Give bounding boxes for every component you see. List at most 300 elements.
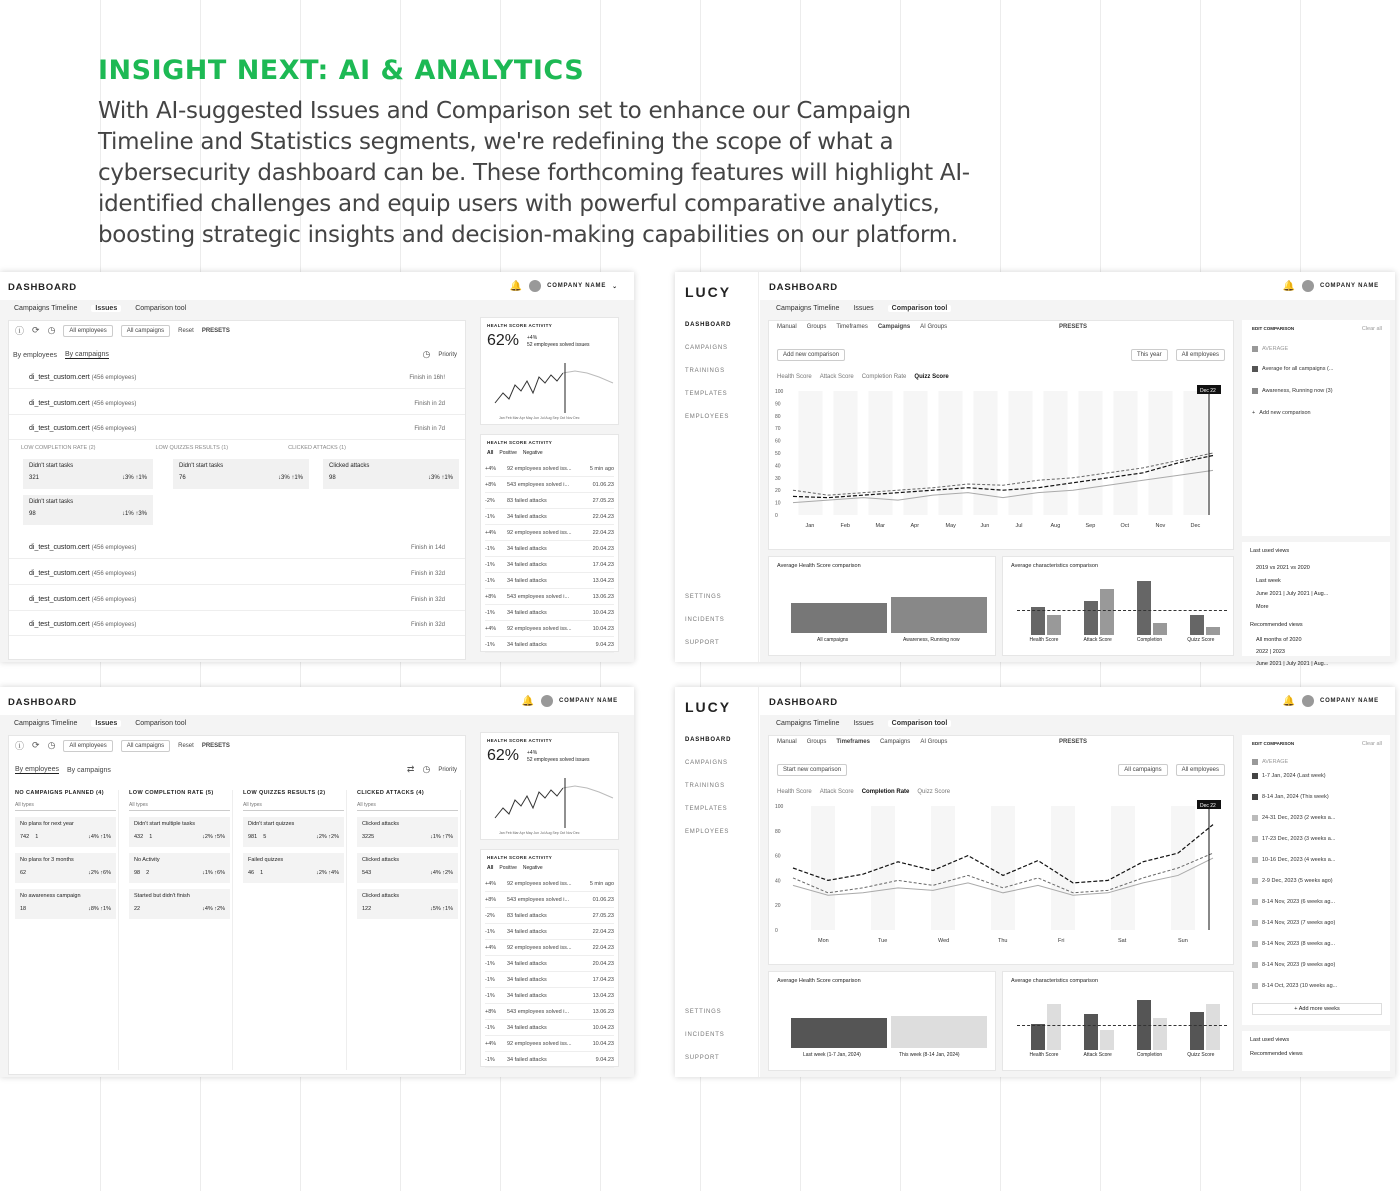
nav-item[interactable]: TEMPLATES bbox=[685, 806, 728, 812]
activity-cell: -1% bbox=[485, 609, 495, 616]
employees-select[interactable]: All employees bbox=[1176, 349, 1225, 361]
subtab-groups[interactable]: Groups bbox=[806, 739, 827, 745]
avatar[interactable] bbox=[529, 280, 541, 292]
clear-all-button[interactable]: Clear all bbox=[1361, 741, 1382, 747]
tab-comparison[interactable]: Comparison tool bbox=[888, 305, 952, 312]
activity-cell: 92 employees solved iss... bbox=[507, 465, 572, 472]
week-item[interactable] bbox=[1252, 895, 1382, 909]
company-name[interactable]: COMPANY NAME bbox=[547, 283, 607, 289]
chip-attack[interactable]: Attack Score bbox=[819, 374, 854, 380]
add-new-comparison[interactable]: Add new comparison bbox=[1259, 410, 1311, 416]
card-delta: ↓2% ↑5% bbox=[202, 834, 225, 840]
x-tick: Feb bbox=[840, 523, 850, 529]
char-title: Average characteristics comparison bbox=[1011, 563, 1099, 569]
char-bar bbox=[1100, 589, 1114, 635]
presets-button[interactable]: PRESETS bbox=[1059, 739, 1088, 745]
issue-card[interactable] bbox=[357, 817, 458, 847]
activity-row[interactable] bbox=[485, 956, 614, 972]
cert-label[interactable]: di_test_custom.cert bbox=[29, 596, 90, 603]
bell-icon[interactable]: 🔔 bbox=[521, 695, 535, 707]
activity-row[interactable] bbox=[485, 621, 614, 637]
issues-icon[interactable]: ⓘ bbox=[15, 326, 25, 336]
tab-issues[interactable]: Issues bbox=[91, 720, 121, 727]
nav-item[interactable]: SUPPORT bbox=[685, 640, 720, 646]
avatar[interactable] bbox=[541, 695, 553, 707]
activity-cell: -1% bbox=[485, 992, 495, 999]
page-title: DASHBOARD bbox=[8, 697, 77, 708]
views-panel bbox=[1242, 542, 1390, 667]
average-line bbox=[1017, 1025, 1227, 1026]
finish-label: Finish in 2d bbox=[414, 400, 445, 407]
column-band bbox=[939, 391, 963, 515]
x-tick: Wed bbox=[938, 938, 950, 944]
issue-card[interactable] bbox=[15, 817, 116, 847]
nav-item[interactable]: TRAININGS bbox=[685, 368, 725, 374]
activity-cell: 13.06.23 bbox=[592, 593, 614, 600]
group-label: CLICKED ATTACKS (1) bbox=[288, 445, 346, 451]
activity-row[interactable] bbox=[485, 557, 614, 573]
intro-paragraph: With AI-suggested Issues and Comparison set to enhance our Campaign Timeline and Statistics segments, we're redefining the scope of what a cybersecurity dashboard can be. These forthcoming features will highlight AI-identified challenges and equip users with powerful comparative analytics, boosting strategic insights and decision-making capabilities on our platform. bbox=[98, 98, 970, 248]
week-label: 8-14 Nov, 2023 (6 weeks ag... bbox=[1262, 899, 1335, 905]
group-label: LOW COMPLETION RATE (2) bbox=[21, 445, 96, 451]
average-item[interactable]: AVERAGE bbox=[1262, 759, 1289, 765]
activity-cell: -1% bbox=[485, 976, 495, 983]
char-label: Health Score bbox=[1029, 637, 1059, 643]
week-label: 8-14 Jan, 2024 (This week) bbox=[1262, 794, 1329, 800]
activity-cell: 92 employees solved iss... bbox=[507, 880, 572, 887]
subtab-manual[interactable]: Manual bbox=[777, 324, 797, 330]
avatar[interactable] bbox=[1302, 695, 1314, 707]
tab-by-employees[interactable]: By employees bbox=[13, 351, 57, 359]
clock-icon[interactable]: ◷ bbox=[422, 764, 431, 774]
average-item[interactable]: AVERAGE bbox=[1262, 346, 1289, 352]
x-tick: Thu bbox=[998, 938, 1008, 944]
cert-label[interactable]: di_test_custom.cert bbox=[29, 400, 90, 407]
chevron-down-icon[interactable]: ⌄ bbox=[612, 283, 618, 290]
activity-title: HEALTH SCORE ACTIVITY bbox=[487, 440, 553, 445]
subtab-groups[interactable]: Groups bbox=[806, 324, 827, 330]
tab-by-employees[interactable]: By employees bbox=[15, 766, 59, 773]
issue-column bbox=[127, 790, 233, 1070]
char-label: Health Score bbox=[1029, 1052, 1059, 1058]
avatar[interactable] bbox=[1302, 280, 1314, 292]
activity-cell: 34 failed attacks bbox=[507, 561, 547, 568]
bar-label: Awareness, Running now bbox=[903, 637, 960, 643]
presets-button[interactable]: PRESETS bbox=[201, 327, 230, 334]
activity-row[interactable] bbox=[485, 493, 614, 509]
x-tick: Jun bbox=[980, 523, 990, 529]
activity-cell: +8% bbox=[485, 593, 497, 600]
activity-cell: 92 employees solved iss... bbox=[507, 529, 572, 536]
activity-row[interactable] bbox=[485, 1036, 614, 1052]
recommended-item[interactable]: 2022 | 2023 bbox=[1256, 649, 1285, 655]
employee-count: (456 employees) bbox=[91, 544, 137, 551]
activity-cell: 22.04.23 bbox=[592, 928, 614, 935]
card-delta: ↓2% ↑6% bbox=[88, 870, 111, 876]
filter-positive[interactable]: Positive bbox=[499, 865, 517, 871]
activity-cell: 10.04.23 bbox=[592, 625, 614, 632]
refresh-icon[interactable]: ⟳ bbox=[32, 325, 40, 335]
char-bar bbox=[1047, 615, 1061, 635]
filter-negative[interactable]: Negative bbox=[522, 865, 543, 871]
y-tick: 30 bbox=[775, 475, 781, 482]
nav-item[interactable]: CAMPAIGNS bbox=[685, 760, 728, 766]
logo: LUCY bbox=[685, 284, 732, 300]
filter-negative[interactable]: Negative bbox=[522, 450, 543, 456]
issue-column bbox=[241, 790, 347, 1070]
card-title: Didn't start multiple tasks bbox=[134, 821, 195, 827]
type-filter[interactable]: All types bbox=[357, 802, 458, 811]
issue-card[interactable]: Clicked attacks 98 ↓3% ↑1% bbox=[323, 459, 459, 489]
type-filter[interactable]: All types bbox=[15, 802, 116, 811]
chip-quizz[interactable]: Quizz Score bbox=[914, 374, 949, 380]
bell-icon[interactable]: 🔔 bbox=[1282, 695, 1296, 707]
edit-comparison-panel: EDIT COMPARISON Clear all AVERAGE Average for all campaigns (... Awareness, Running now (3) + Add new comparison bbox=[1242, 320, 1390, 536]
activity-cell: 27.05.23 bbox=[592, 912, 614, 919]
activity-row[interactable] bbox=[485, 525, 614, 541]
week-item[interactable] bbox=[1252, 832, 1382, 846]
nav-item[interactable]: EMPLOYEES bbox=[685, 829, 730, 835]
activity-cell: 92 employees solved iss... bbox=[507, 1040, 572, 1047]
column-band bbox=[1111, 806, 1135, 930]
week-item[interactable] bbox=[1252, 916, 1382, 930]
bell-icon[interactable]: 🔔 bbox=[509, 280, 524, 292]
column-title: LOW COMPLETION RATE (5) bbox=[129, 790, 214, 796]
tab-comparison[interactable]: Comparison tool bbox=[135, 720, 187, 727]
activity-cell: 9.04.23 bbox=[595, 641, 614, 648]
activity-row[interactable] bbox=[485, 605, 614, 621]
recommended-label: Recommended views bbox=[1250, 622, 1303, 628]
finish-label: Finish in 7d bbox=[414, 425, 445, 432]
clear-all-button[interactable]: Clear all bbox=[1361, 326, 1382, 332]
subtab-timeframes[interactable]: Timeframes bbox=[836, 324, 868, 330]
x-tick: Sun bbox=[1178, 938, 1188, 944]
chip-quizz[interactable]: Quizz Score bbox=[917, 789, 951, 795]
history-icon[interactable]: ◷ bbox=[47, 740, 56, 750]
health-sparkline bbox=[495, 778, 615, 828]
activity-cell: 34 failed attacks bbox=[507, 545, 547, 552]
card-title: Clicked attacks bbox=[362, 857, 399, 863]
activity-list bbox=[480, 434, 619, 652]
week-item[interactable] bbox=[1252, 958, 1382, 972]
issue-card[interactable] bbox=[15, 889, 116, 919]
activity-cell: 10.04.23 bbox=[592, 1024, 614, 1031]
subtab-ai-groups[interactable]: AI Groups bbox=[920, 324, 948, 330]
cert-label[interactable]: di_test_custom.cert bbox=[29, 570, 90, 577]
week-item[interactable] bbox=[1252, 811, 1382, 825]
activity-cell: +4% bbox=[485, 625, 497, 632]
activity-row[interactable] bbox=[485, 589, 614, 605]
campaigns-select[interactable]: All campaigns bbox=[121, 325, 170, 337]
finish-label: Finish in 14d bbox=[410, 544, 445, 551]
week-item[interactable] bbox=[1252, 874, 1382, 888]
issue-column bbox=[355, 790, 461, 1070]
subtab-manual[interactable]: Manual bbox=[777, 739, 797, 745]
issue-card[interactable] bbox=[357, 889, 458, 919]
activity-cell: 92 employees solved iss... bbox=[507, 625, 572, 632]
card-count: 46 bbox=[248, 870, 255, 876]
group-label: LOW QUIZZES RESULTS (1) bbox=[155, 445, 229, 451]
column-band bbox=[1171, 806, 1195, 930]
employees-select[interactable]: All employees bbox=[63, 325, 112, 337]
issue-card[interactable] bbox=[15, 853, 116, 883]
views-panel bbox=[1242, 1031, 1390, 1071]
type-filter[interactable]: All types bbox=[243, 802, 344, 811]
history-icon[interactable]: ◷ bbox=[47, 325, 56, 335]
tab-comparison[interactable]: Comparison tool bbox=[135, 305, 187, 312]
card-count: 981 bbox=[248, 834, 258, 840]
nav-item[interactable]: DASHBOARD bbox=[685, 737, 732, 743]
tab-timeline[interactable]: Campaigns Timeline bbox=[776, 305, 840, 312]
chip-completion[interactable]: Completion Rate bbox=[861, 789, 910, 795]
y-tick: 20 bbox=[775, 488, 781, 495]
campaigns-select[interactable]: All campaigns bbox=[1118, 764, 1167, 776]
comparison-item[interactable]: Average for all campaigns (... bbox=[1262, 366, 1334, 372]
issue-card[interactable] bbox=[129, 853, 230, 883]
health-title: HEALTH SCORE ACTIVITY bbox=[487, 738, 553, 743]
presets-button[interactable]: PRESETS bbox=[1059, 324, 1088, 330]
week-item[interactable] bbox=[1252, 769, 1382, 783]
reset-button[interactable]: Reset bbox=[178, 327, 194, 334]
activity-cell: +8% bbox=[485, 481, 497, 488]
activity-row[interactable] bbox=[485, 908, 614, 924]
type-filter[interactable]: All types bbox=[129, 802, 230, 811]
activity-cell: -1% bbox=[485, 960, 495, 967]
page-title: DASHBOARD bbox=[769, 282, 838, 293]
tab-comparison[interactable]: Comparison tool bbox=[888, 720, 952, 727]
activity-cell: 92 employees solved iss... bbox=[507, 944, 572, 951]
nav-item[interactable]: EMPLOYEES bbox=[685, 414, 730, 420]
activity-row[interactable] bbox=[485, 940, 614, 956]
health-desc: 52 employees solved issues bbox=[527, 757, 590, 763]
activity-row[interactable] bbox=[485, 876, 614, 892]
activity-row[interactable] bbox=[485, 892, 614, 908]
activity-cell: 9.04.23 bbox=[595, 1056, 614, 1063]
swap-icon[interactable]: ⇄ bbox=[406, 764, 415, 774]
activity-cell: +8% bbox=[485, 1008, 497, 1015]
issue-card[interactable]: Didn't start tasks 321 ↓3% ↑1% bbox=[23, 459, 153, 489]
health-title: HEALTH SCORE ACTIVITY bbox=[487, 323, 553, 328]
column-band bbox=[869, 391, 893, 515]
filter-positive[interactable]: Positive bbox=[499, 450, 517, 456]
column-band bbox=[1044, 391, 1068, 515]
activity-cell: 543 employees solved i... bbox=[507, 896, 570, 903]
tab-timeline[interactable]: Campaigns Timeline bbox=[776, 720, 840, 727]
nav-item[interactable]: TRAININGS bbox=[685, 783, 725, 789]
tab-timeline[interactable]: Campaigns Timeline bbox=[14, 720, 78, 727]
activity-row[interactable] bbox=[485, 1004, 614, 1020]
activity-row[interactable] bbox=[485, 461, 614, 477]
y-tick: 90 bbox=[775, 401, 781, 408]
nav-item[interactable]: SETTINGS bbox=[685, 594, 722, 600]
activity-row[interactable] bbox=[485, 924, 614, 940]
activity-cell: 5 min ago bbox=[589, 465, 614, 472]
comparison-chart-box bbox=[768, 320, 1234, 550]
cert-label[interactable]: di_test_custom.cert bbox=[29, 544, 90, 551]
comparison-chart-box bbox=[768, 735, 1234, 965]
health-sparkline bbox=[495, 363, 615, 413]
x-tick: Tue bbox=[878, 938, 888, 944]
subtab-campaigns[interactable]: Campaigns bbox=[877, 324, 911, 330]
issue-card[interactable] bbox=[243, 853, 344, 883]
card-delta: ↓8% ↑1% bbox=[88, 906, 111, 912]
week-item[interactable] bbox=[1252, 853, 1382, 867]
issues-icon[interactable]: ⓘ bbox=[15, 741, 25, 751]
week-label: 2-9 Dec, 2023 (5 weeks ago) bbox=[1262, 878, 1333, 884]
week-item[interactable] bbox=[1252, 979, 1382, 993]
activity-cell: +4% bbox=[485, 1040, 497, 1047]
presets-button[interactable]: PRESETS bbox=[201, 742, 230, 749]
card-sub: 5 bbox=[263, 834, 267, 840]
tab-by-campaigns[interactable]: By campaigns bbox=[64, 351, 109, 358]
activity-cell: -2% bbox=[485, 912, 495, 919]
issue-card[interactable] bbox=[129, 889, 230, 919]
company-name[interactable]: COMPANY NAME bbox=[1319, 698, 1379, 704]
tab-issues[interactable]: Issues bbox=[853, 720, 874, 727]
y-tick: 0 bbox=[775, 513, 778, 519]
column-band bbox=[931, 806, 955, 930]
column-band bbox=[1114, 391, 1138, 515]
nav-item[interactable]: TEMPLATES bbox=[685, 391, 728, 397]
activity-row[interactable] bbox=[485, 541, 614, 557]
y-tick: 60 bbox=[775, 438, 781, 445]
comparison-item[interactable]: Awareness, Running now (3) bbox=[1262, 388, 1333, 394]
subtab-campaigns[interactable]: Campaigns bbox=[879, 739, 911, 745]
recommended-item[interactable]: All months of 2020 bbox=[1256, 637, 1302, 643]
y-tick: 50 bbox=[775, 451, 781, 457]
month-axis: Jan Feb Mar Apr May Jun Jul Aug Sep Oct Nov Dec bbox=[499, 831, 580, 835]
activity-row[interactable] bbox=[485, 509, 614, 525]
last-used-item[interactable]: June 2021 | July 2021 | Aug... bbox=[1256, 591, 1329, 597]
employee-count: (456 employees) bbox=[91, 425, 137, 432]
activity-cell: 34 failed attacks bbox=[507, 928, 547, 935]
avg-health-comparison bbox=[768, 971, 996, 1071]
issue-card[interactable]: Didn't start tasks 76 ↓3% ↑1% bbox=[173, 459, 309, 489]
bar-label: All campaigns bbox=[817, 637, 849, 643]
tab-issues[interactable]: Issues bbox=[91, 305, 121, 312]
company-name[interactable]: COMPANY NAME bbox=[1319, 283, 1379, 289]
column-title: NO CAMPAIGNS PLANNED (4) bbox=[15, 790, 104, 796]
filter-all[interactable]: All bbox=[487, 865, 494, 871]
tab-by-campaigns[interactable]: By campaigns bbox=[66, 766, 111, 774]
issue-card[interactable] bbox=[243, 817, 344, 847]
priority-sort[interactable]: Priority bbox=[438, 766, 457, 773]
last-used-item[interactable]: Last week bbox=[1256, 578, 1281, 584]
chip-completion[interactable]: Completion Rate bbox=[861, 374, 907, 380]
activity-cell: 543 employees solved i... bbox=[507, 1008, 570, 1015]
bell-icon[interactable]: 🔔 bbox=[1282, 280, 1296, 292]
panel-issues-by-campaigns bbox=[0, 272, 634, 662]
clock-icon[interactable]: ◷ bbox=[422, 349, 431, 359]
cert-label[interactable]: di_test_custom.cert bbox=[29, 425, 90, 432]
activity-cell: 34 failed attacks bbox=[507, 641, 547, 648]
card-count: 742 bbox=[20, 834, 30, 840]
card-title: No Activity bbox=[134, 857, 160, 863]
reset-button[interactable]: Reset bbox=[178, 742, 194, 749]
x-tick: Dec bbox=[1190, 523, 1201, 529]
nav-item[interactable]: CAMPAIGNS bbox=[685, 345, 728, 351]
tab-timeline[interactable]: Campaigns Timeline bbox=[14, 305, 78, 312]
filter-all[interactable]: All bbox=[487, 450, 494, 456]
card-title: Failed quizzes bbox=[248, 857, 284, 863]
start-comparison-button[interactable]: Start new comparison bbox=[777, 764, 847, 776]
activity-row[interactable] bbox=[485, 573, 614, 589]
subtab-ai-groups[interactable]: AI Groups bbox=[920, 739, 948, 745]
cert-label[interactable]: di_test_custom.cert bbox=[29, 374, 90, 381]
employee-count: (456 employees) bbox=[91, 374, 137, 381]
activity-cell: 13.04.23 bbox=[592, 577, 614, 584]
x-tick: Aug bbox=[1050, 523, 1061, 529]
chip-attack[interactable]: Attack Score bbox=[819, 789, 854, 795]
company-name[interactable]: COMPANY NAME bbox=[558, 698, 618, 704]
char-label: Quizz Score bbox=[1187, 637, 1215, 643]
issue-card[interactable] bbox=[129, 817, 230, 847]
activity-row[interactable] bbox=[485, 637, 614, 653]
add-comparison-button[interactable]: Add new comparison bbox=[777, 349, 845, 361]
chip-health[interactable]: Health Score bbox=[777, 374, 812, 380]
edit-comparison-panel bbox=[1242, 735, 1390, 1025]
tab-issues[interactable]: Issues bbox=[853, 305, 874, 312]
activity-row[interactable] bbox=[485, 972, 614, 988]
column-band bbox=[1149, 391, 1173, 515]
activity-cell: 83 failed attacks bbox=[507, 912, 547, 919]
chip-health[interactable]: Health Score bbox=[777, 789, 812, 795]
activity-cell: 10.04.23 bbox=[592, 1040, 614, 1047]
week-item[interactable] bbox=[1252, 937, 1382, 951]
activity-row[interactable] bbox=[485, 477, 614, 493]
x-tick: May bbox=[945, 523, 956, 529]
campaigns-select[interactable]: All campaigns bbox=[121, 740, 170, 752]
subtab-timeframes[interactable]: Timeframes bbox=[836, 739, 870, 745]
cert-label[interactable]: di_test_custom.cert bbox=[29, 621, 90, 628]
activity-cell: -1% bbox=[485, 545, 495, 552]
nav-item[interactable]: SUPPORT bbox=[685, 1055, 720, 1061]
card-title: No plans for next year bbox=[20, 821, 74, 827]
last-used-item[interactable]: More bbox=[1256, 604, 1269, 610]
headline: INSIGHT NEXT: AI & ANALYTICS bbox=[98, 55, 585, 86]
employees-select[interactable]: All employees bbox=[63, 740, 112, 752]
add-more-weeks-button[interactable]: + Add more weeks bbox=[1252, 1003, 1382, 1015]
nav-item[interactable]: DASHBOARD bbox=[685, 322, 732, 328]
sidebar bbox=[675, 272, 759, 662]
nav-item[interactable]: INCIDENTS bbox=[685, 1032, 725, 1038]
activity-row[interactable] bbox=[485, 1020, 614, 1036]
issue-card[interactable] bbox=[357, 853, 458, 883]
y-tick: 100 bbox=[775, 389, 784, 395]
card-count: 22 bbox=[134, 906, 141, 912]
column-band bbox=[1079, 391, 1103, 515]
activity-cell: +4% bbox=[485, 529, 497, 536]
recommended-item[interactable]: June 2021 | July 2021 | Aug... bbox=[1256, 661, 1329, 667]
card-count: 98 bbox=[134, 870, 141, 876]
week-item[interactable] bbox=[1252, 790, 1382, 804]
refresh-icon[interactable]: ⟳ bbox=[32, 740, 40, 750]
priority-sort[interactable]: Priority bbox=[438, 351, 457, 358]
activity-cell: 5 min ago bbox=[589, 880, 614, 887]
timeframe-select[interactable]: This year bbox=[1131, 349, 1168, 361]
nav-item[interactable]: SETTINGS bbox=[685, 1009, 722, 1015]
last-used-item[interactable]: 2019 vs 2021 vs 2020 bbox=[1256, 565, 1310, 571]
finish-label: Finish in 32d bbox=[410, 596, 445, 603]
activity-row[interactable] bbox=[485, 1052, 614, 1068]
card-count: 432 bbox=[134, 834, 144, 840]
logo: LUCY bbox=[685, 699, 732, 715]
activity-row[interactable] bbox=[485, 988, 614, 1004]
activity-cell: 34 failed attacks bbox=[507, 1056, 547, 1063]
employees-select[interactable]: All employees bbox=[1176, 764, 1225, 776]
nav-item[interactable]: INCIDENTS bbox=[685, 617, 725, 623]
issue-card[interactable]: Didn't start tasks 98 ↓1% ↑3% bbox=[23, 495, 153, 525]
